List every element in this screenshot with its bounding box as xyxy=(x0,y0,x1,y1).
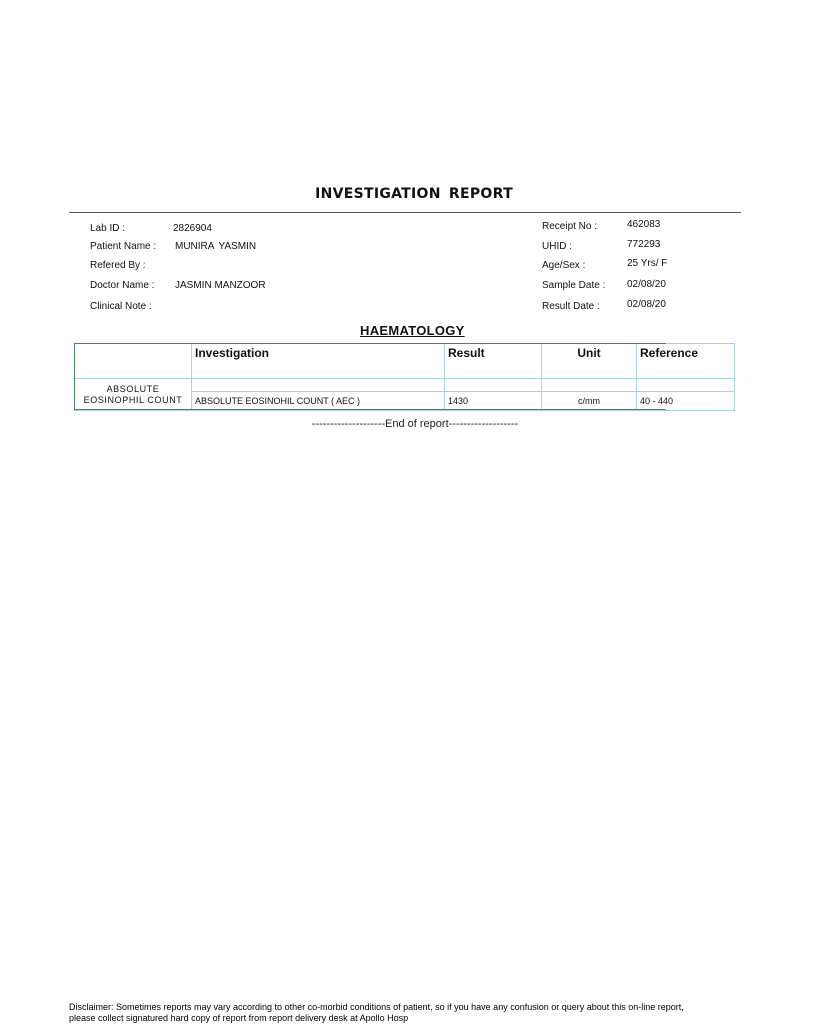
right-values-clip xyxy=(627,218,667,318)
clinical-note-label: Clinical Note : xyxy=(90,301,152,312)
sample-date-label: Sample Date : xyxy=(542,280,606,291)
investigation-cell: ABSOLUTE EOSINOHIL COUNT ( AEC ) xyxy=(192,392,445,411)
referred-by-label: Refered By : xyxy=(90,260,146,271)
unit-cell: c/mm xyxy=(542,392,637,411)
result-date-label: Result Date : xyxy=(542,301,600,312)
receipt-no-value: 462083 xyxy=(627,219,661,230)
group-header xyxy=(75,344,192,379)
patient-name-label: Patient Name : xyxy=(90,241,157,252)
empty-cell xyxy=(445,379,542,392)
test-group-name: ABSOLUTE EOSINOPHIL COUNT xyxy=(75,379,192,411)
patient-name-value: MUNIRA YASMIN xyxy=(175,241,257,252)
doctor-name-value: JASMIN MANZOOR xyxy=(175,280,266,291)
age-sex-label: Age/Sex : xyxy=(542,260,586,271)
report-title: INVESTIGATION REPORT xyxy=(315,186,513,202)
investigation-header: Investigation xyxy=(192,344,445,379)
title-divider xyxy=(69,212,741,213)
doctor-name-label: Doctor Name : xyxy=(90,280,155,291)
result-date-value: 02/08/20 xyxy=(627,299,666,310)
reference-cell: 40 - 440 xyxy=(637,392,735,411)
unit-header: Unit xyxy=(542,344,637,379)
uhid-value: 772293 xyxy=(627,239,661,250)
receipt-no-label: Receipt No : xyxy=(542,221,598,232)
empty-cell xyxy=(637,379,735,392)
end-of-report: --------------------End of report------------------- xyxy=(311,418,519,430)
uhid-label: UHID : xyxy=(542,241,572,252)
lab-id-value: 2826904 xyxy=(173,223,212,234)
empty-cell xyxy=(192,379,445,392)
table-row-spacer xyxy=(75,379,735,392)
results-table xyxy=(74,343,735,411)
section-title-haematology: HAEMATOLOGY xyxy=(360,323,465,338)
age-sex-value: 25 Yrs/ F xyxy=(627,258,668,269)
result-cell: 1430 xyxy=(445,392,542,411)
table-header-row xyxy=(75,344,735,379)
reference-header: Reference xyxy=(637,344,735,379)
sample-date-value: 02/08/20 xyxy=(627,279,666,290)
results-table-wrapper xyxy=(74,343,699,413)
empty-cell xyxy=(542,379,637,392)
lab-id-label: Lab ID : xyxy=(90,223,126,234)
disclaimer-text: Disclaimer: Sometimes reports may vary according to other co-morbid conditions of patient, so if you have any confusion or query about this on-line report, please collect signatured hard copy of report from report delivery desk at Apollo Hosp xyxy=(69,1002,684,1023)
result-header: Result xyxy=(445,344,542,379)
